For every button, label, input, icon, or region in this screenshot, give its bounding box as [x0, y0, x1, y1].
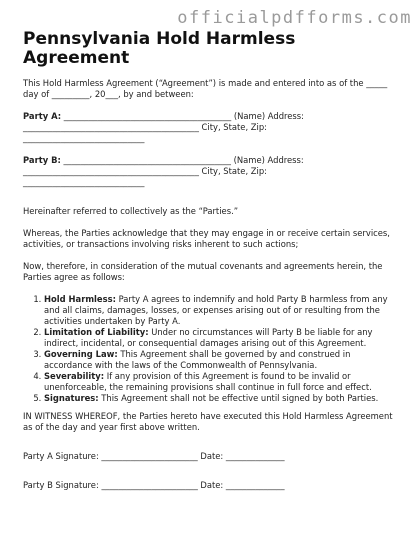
party-a-block: [23, 111, 395, 144]
party-b-label: Party B:: [23, 155, 61, 165]
clause-heading: Limitation of Liability:: [44, 327, 149, 337]
intro-line-2: day of _________, 20___, by and between:: [23, 89, 194, 99]
clause-item: [44, 371, 395, 393]
clause-text: This Agreement shall not be effective until signed by both Parties.: [98, 393, 379, 403]
site-watermark: officialpdfforms.com: [177, 8, 412, 28]
party-b-address-field[interactable]: __________________________________________ City, State, Zip:: [23, 166, 267, 176]
intro-line-1: This Hold Harmless Agreement (“Agreement”) is made and entered into as of the _____: [23, 78, 388, 88]
party-b-name-field[interactable]: ________________________________________ (Name) Address:: [60, 155, 304, 165]
party-b-city-field[interactable]: _____________________________: [23, 177, 145, 187]
clause-item: [44, 393, 395, 404]
clause-text: Party A agrees to indemnify and hold Party B harmless from any and all claims, damages, losses, or expenses arising out of or resulting from the activities undertaken by Party A.: [44, 294, 388, 326]
party-a-signature-line[interactable]: Party A Signature: _______________________ Date: ______________: [23, 451, 285, 461]
clause-heading: Hold Harmless:: [44, 294, 116, 304]
clause-heading: Severability:: [44, 371, 105, 381]
clause-text: If any provision of this Agreement is found to be invalid or unenforceable, the remaining provisions shall continue in full force and effect.: [44, 371, 372, 392]
clause-heading: Signatures:: [44, 393, 99, 403]
agreement-body: [23, 78, 395, 491]
clause-list: [23, 294, 395, 404]
therefore-paragraph: Now, therefore, in consideration of the mutual covenants and agreements herein, the Parties agree as follows:: [23, 261, 383, 282]
clause-text: Under no circumstances will Party B be liable for any indirect, incidental, or consequential damages arising out of this Agreement.: [44, 327, 373, 348]
document-title: Pennsylvania Hold Harmless Agreement: [23, 29, 296, 68]
party-a-city-field[interactable]: _____________________________: [23, 133, 145, 143]
clause-item: [44, 294, 395, 327]
party-a-name-field[interactable]: ________________________________________ (Name) Address:: [61, 111, 304, 121]
clause-item: [44, 349, 395, 371]
party-b-signature-line[interactable]: Party B Signature: _______________________ Date: ______________: [23, 480, 285, 490]
whereas-paragraph: Whereas, the Parties acknowledge that they may engage in or receive certain services, activities, or transactions involving risks inherent to such actions;: [23, 228, 390, 249]
clause-heading: Governing Law:: [44, 349, 118, 359]
party-a-label: Party A:: [23, 111, 62, 121]
clause-text: This Agreement shall be governed by and construed in accordance with the laws of the Commonwealth of Pennsylvania.: [44, 349, 351, 370]
collective-paragraph: Hereinafter referred to collectively as the “Parties.”: [23, 206, 239, 216]
party-a-address-field[interactable]: __________________________________________ City, State, Zip:: [23, 122, 267, 132]
party-b-block: [23, 155, 395, 188]
intro-paragraph: [23, 78, 395, 100]
clause-item: [44, 327, 395, 349]
witness-paragraph: IN WITNESS WHEREOF, the Parties hereto have executed this Hold Harmless Agreement as of the day and year first above written.: [23, 411, 393, 432]
